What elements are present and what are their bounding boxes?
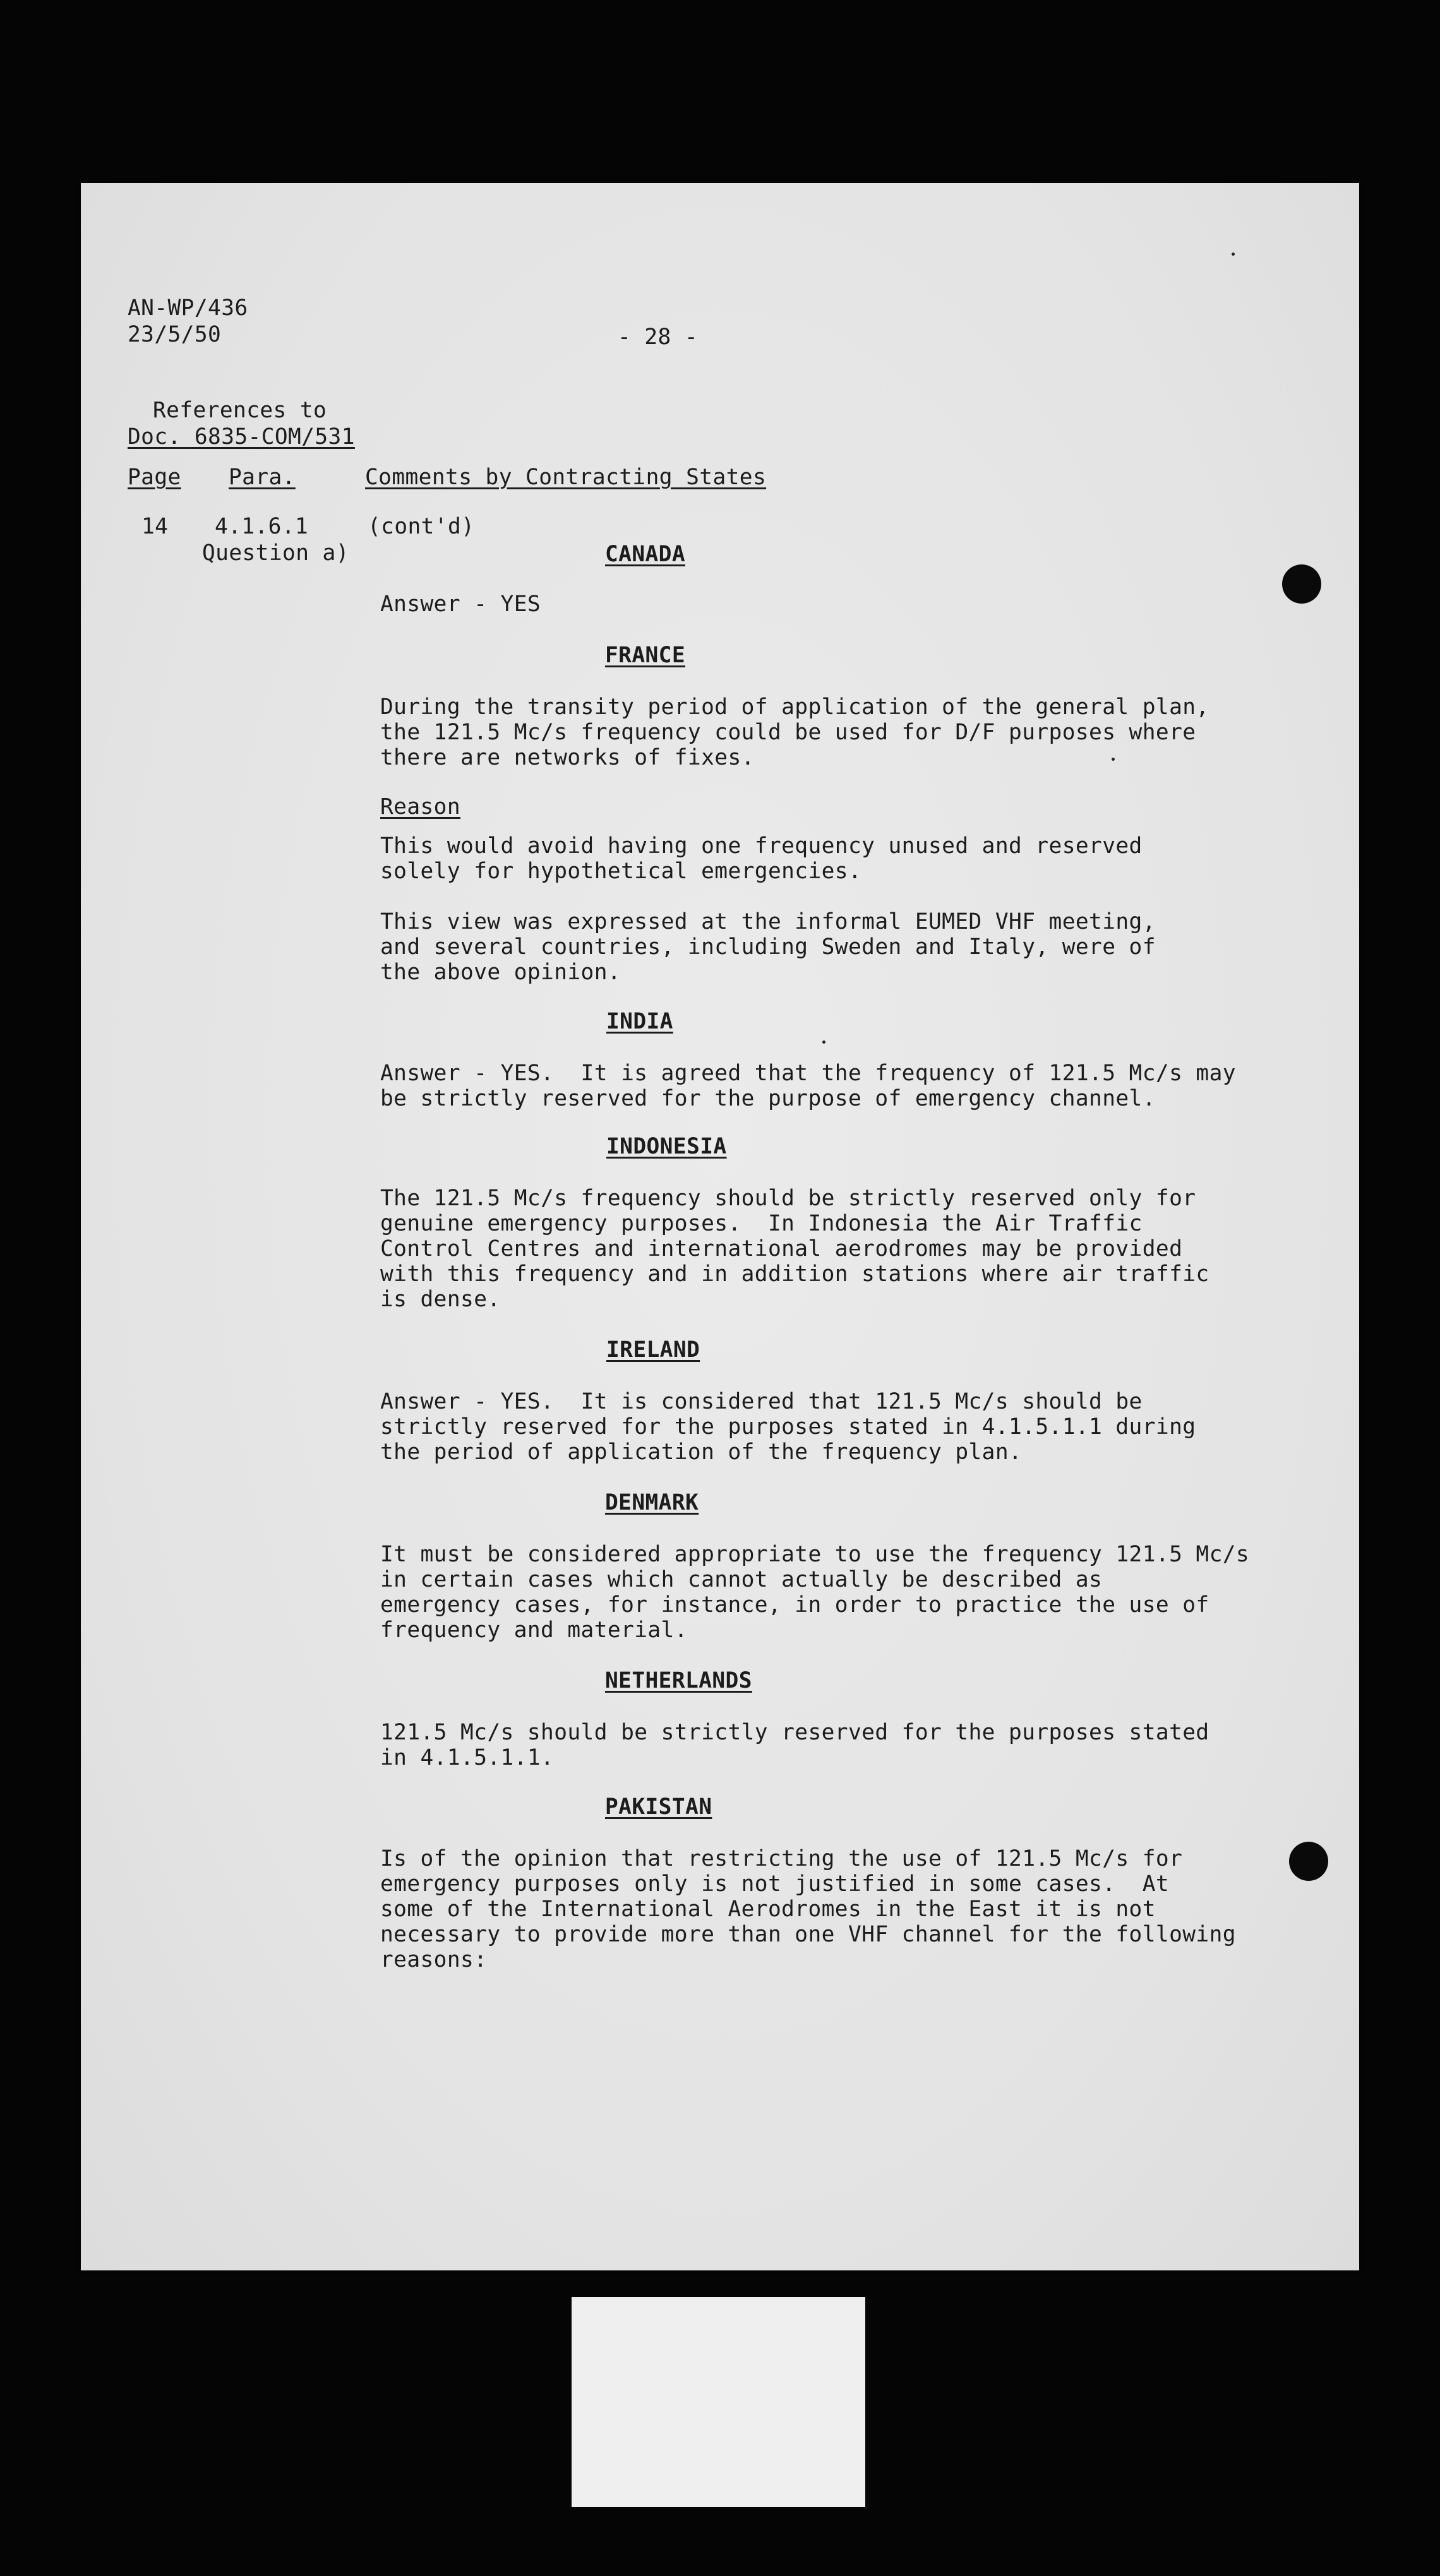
text-line: emergency cases, for instance, in order to practice the use of <box>380 1592 1209 1618</box>
netherlands-paragraph <box>380 1720 1209 1770</box>
text-line: in certain cases which cannot actually be described as <box>380 1567 1103 1592</box>
speck <box>1232 253 1235 256</box>
column-header-page: Page <box>128 465 181 490</box>
text-line: with this frequency and in addition stations where air traffic <box>380 1261 1209 1287</box>
text-line: there are networks of fixes. <box>380 745 755 770</box>
references-doc: Doc. 6835-COM/531 <box>128 424 355 450</box>
text-line: the above opinion. <box>380 960 621 985</box>
ireland-answer <box>380 1389 1196 1465</box>
heading-netherlands: NETHERLANDS <box>605 1668 752 1693</box>
heading-france: FRANCE <box>605 643 686 668</box>
heading-ireland: IRELAND <box>606 1337 700 1363</box>
text-line: solely for hypothetical emergencies. <box>380 859 862 884</box>
speck <box>822 1041 825 1044</box>
references-title: References to <box>153 398 327 423</box>
france-paragraph-2 <box>380 833 1143 884</box>
france-reason-label: Reason <box>380 794 461 820</box>
heading-denmark: DENMARK <box>605 1490 699 1515</box>
text-line: be strictly reserved for the purpose of emergency channel. <box>380 1086 1156 1111</box>
text-line: Answer - YES <box>380 592 541 617</box>
doc-reference: AN-WP/436 <box>128 295 248 321</box>
india-answer <box>380 1061 1236 1111</box>
text-line: emergency purposes only is not justified in some cases. At <box>380 1871 1170 1897</box>
text-line: is dense. <box>380 1287 501 1312</box>
heading-india: INDIA <box>606 1009 673 1034</box>
canada-answer <box>380 592 541 617</box>
pakistan-paragraph <box>380 1846 1236 1972</box>
punch-hole-top <box>1282 564 1321 604</box>
text-line: Answer - YES. It is considered that 121.5 Mc/s should be <box>380 1389 1143 1414</box>
page-number: - 28 - <box>618 325 699 350</box>
text-line: Answer - YES. It is agreed that the frequency of 121.5 Mc/s may <box>380 1061 1236 1086</box>
heading-pakistan: PAKISTAN <box>605 1794 712 1820</box>
text-line: It must be considered appropriate to use the frequency 121.5 Mc/s <box>380 1542 1250 1567</box>
text-line: frequency and material. <box>380 1618 688 1643</box>
text-line: This would avoid having one frequency unused and reserved <box>380 833 1143 859</box>
text-line: 121.5 Mc/s should be strictly reserved for the purposes stated <box>380 1720 1209 1745</box>
punch-hole-bottom <box>1289 1842 1328 1881</box>
text-line: in 4.1.5.1.1. <box>380 1745 555 1770</box>
blank-slip <box>572 2297 865 2507</box>
column-header-para: Para. <box>229 465 296 490</box>
text-line: the period of application of the frequency plan. <box>380 1440 1023 1465</box>
text-line: The 121.5 Mc/s frequency should be strictly reserved only for <box>380 1186 1196 1211</box>
entry-question: Question a) <box>202 540 349 566</box>
column-header-comments: Comments by Contracting States <box>365 465 767 490</box>
text-line: Is of the opinion that restricting the use of 121.5 Mc/s for <box>380 1846 1183 1871</box>
heading-indonesia: INDONESIA <box>606 1134 727 1159</box>
text-line: and several countries, including Sweden and Italy, were of <box>380 934 1156 960</box>
heading-canada: CANADA <box>605 542 686 567</box>
text-line: During the transity period of application of the general plan, <box>380 695 1209 720</box>
text-line: strictly reserved for the purposes stated in 4.1.5.1.1 during <box>380 1414 1196 1440</box>
denmark-paragraph <box>380 1542 1249 1643</box>
text-line: genuine emergency purposes. In Indonesia the Air Traffic <box>380 1211 1143 1236</box>
text-line: the 121.5 Mc/s frequency could be used for D/F purposes where <box>380 720 1196 745</box>
doc-date: 23/5/50 <box>128 322 222 347</box>
text-line: necessary to provide more than one VHF channel for the following <box>380 1922 1236 1947</box>
text-line: some of the International Aerodromes in the East it is not <box>380 1897 1156 1922</box>
text-line: reasons: <box>380 1947 488 1972</box>
france-paragraph-3 <box>380 909 1156 985</box>
france-paragraph-1 <box>380 695 1209 770</box>
entry-page: 14 <box>141 514 169 539</box>
indonesia-paragraph <box>380 1186 1209 1312</box>
entry-contd: (cont'd) <box>368 514 475 539</box>
entry-para: 4.1.6.1 <box>215 514 309 539</box>
text-line: Control Centres and international aerodromes may be provided <box>380 1236 1183 1261</box>
text-line: This view was expressed at the informal EUMED VHF meeting, <box>380 909 1156 934</box>
